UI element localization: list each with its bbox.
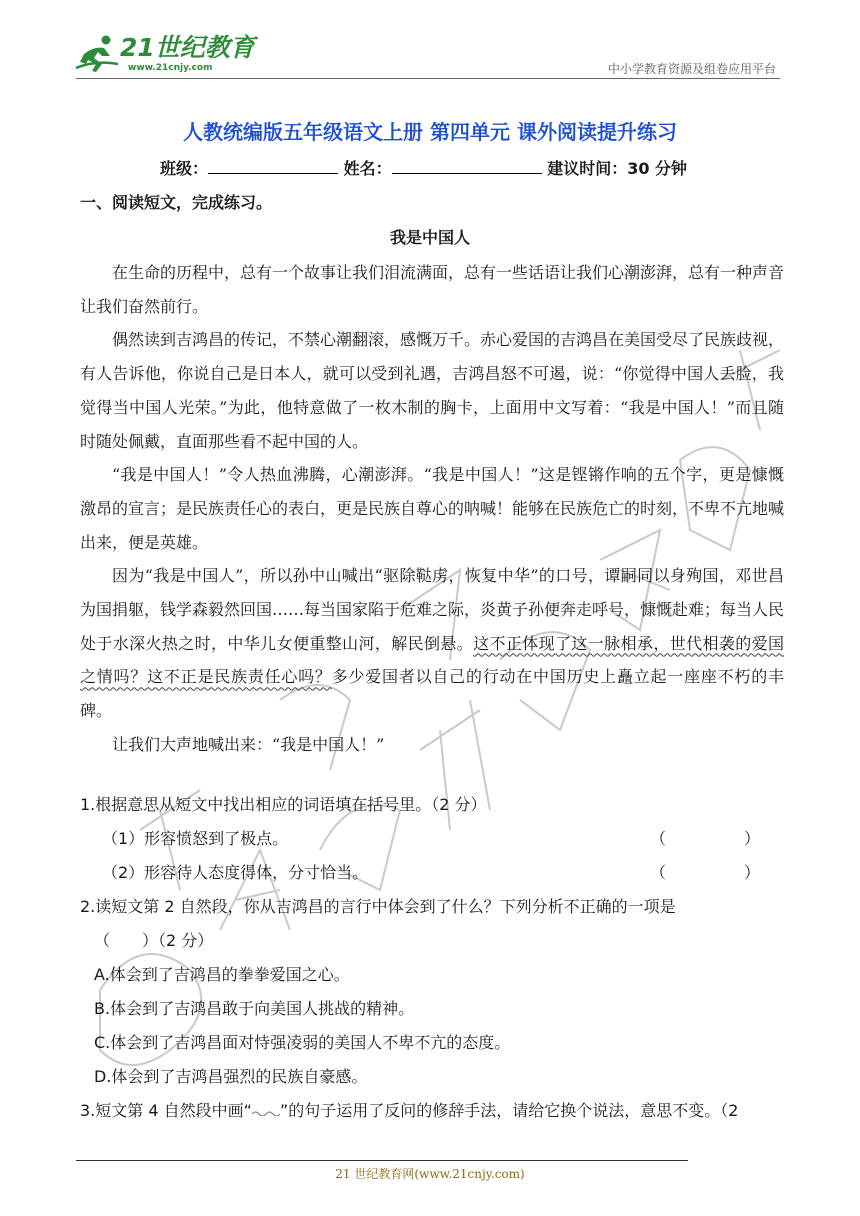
class-label: 班级： xyxy=(160,159,209,178)
wavy-underlined-sentence: 这不正体现了这一脉相承，世代相袭的爱国之情吗？这不正是民族责任心吗？ xyxy=(80,633,784,687)
runner-logo-icon xyxy=(76,34,120,74)
name-label: 姓名： xyxy=(343,159,392,178)
logo-url: www.21cnjy.com xyxy=(128,63,213,73)
answer-paren-open: （ xyxy=(650,863,667,882)
section-heading: 一、阅读短文，完成练习。 xyxy=(80,193,273,212)
option-a: A.体会到了吉鸿昌的拳拳爱国之心。 xyxy=(94,965,350,984)
paragraph-5: 让我们大声地喊出来：“我是中国人！” xyxy=(112,734,385,754)
platform-name: 中小学教育资源及组卷应用平台 xyxy=(607,62,776,76)
wavy-line-icon xyxy=(252,1108,280,1116)
logo-wordmark: 21世纪教育 xyxy=(120,33,255,62)
footer-divider xyxy=(76,1160,688,1161)
student-info-line xyxy=(160,156,687,179)
question-2: 2.读短文第 2 自然段，你从吉鸿昌的言行中体会到了什么？下列分析不正确的一项是 xyxy=(80,897,676,916)
question-2-answer-blank: （ ）（2 分） xyxy=(94,931,214,950)
answer-paren-close: ） xyxy=(744,829,761,848)
option-b: B.体会到了吉鸿昌敢于向美国人挑战的精神。 xyxy=(94,999,415,1018)
question-1-item-1: （1）形容愤怒到了极点。 xyxy=(102,829,289,848)
worksheet-title: 人教统编版五年级语文上册 第四单元 课外阅读提升练习 xyxy=(183,120,677,144)
class-blank[interactable] xyxy=(208,159,338,174)
footer-link[interactable]: 21 世纪教育网(www.21cnjy.com) xyxy=(335,1167,525,1181)
answer-paren-open: （ xyxy=(650,829,667,848)
option-c: C.体会到了吉鸿昌面对恃强凌弱的美国人不卑不亢的态度。 xyxy=(94,1033,511,1052)
name-blank[interactable] xyxy=(392,159,542,174)
time-label: 建议时间：30 分钟 xyxy=(547,159,688,178)
reading-passage xyxy=(80,256,784,762)
header-divider xyxy=(76,78,780,79)
question-3 xyxy=(80,1098,738,1121)
passage-title: 我是中国人 xyxy=(389,228,470,247)
question-1-item-2: （2）形容待人态度得体，分寸恰当。 xyxy=(102,863,369,882)
paragraph-4-start: 因为“我是中国人”，所以孙中山喊出“驱除鞑虏，恢复中华”的口号，谭嗣同以身殉国，邓世昌为国捐躯，钱学森毅然回国……每当国家陷于危难之际，炎黄子孙便奔走呼号，慷慨赴难；每当人民处于水深火热之时，中华儿女便重整山河，解民倒悬。 xyxy=(80,566,785,653)
paragraph-1: 在生命的历程中，总有一个故事让我们泪流满面，总有一些话语让我们心潮澎湃，总有一种声音让我们奋然前行。 xyxy=(80,263,785,316)
site-logo[interactable] xyxy=(76,32,255,78)
option-d: D.体会到了吉鸿昌强烈的民族自豪感。 xyxy=(94,1067,368,1086)
question-3-start: 3.短文第 4 自然段中画“ xyxy=(80,1101,252,1120)
paragraph-2: 偶然读到吉鸿昌的传记，不禁心潮翻滚，感慨万千。赤心爱国的吉鸿昌在美国受尽了民族歧视，有人告诉他，你说自己是日本人，就可以受到礼遇，吉鸿昌怒不可遏，说：“你觉得中国人丢脸，我觉得当中国人光荣。”为此，他特意做了一枚木制的胸卡，上面用中文写着：“我是中国人！”而且随时随处佩戴，直面那些看不起中国的人。 xyxy=(80,330,785,451)
paragraph-4 xyxy=(80,559,784,728)
question-3-end: ”的句子运用了反问的修辞手法，请给它换个说法，意思不变。（2 xyxy=(279,1101,739,1120)
question-1: 1.根据意思从短文中找出相应的词语填在括号里。（2 分） xyxy=(80,795,487,814)
paragraph-4-end: 多少爱国者以自己的行动在中国历史上矗立起一座座不朽的丰碑。 xyxy=(80,667,784,721)
paragraph-3: “我是中国人！”令人热血沸腾，心潮澎湃。“我是中国人！”这是铿锵作响的五个字，更是慷慨激昂的宣言；是民族责任心的表白，更是民族自尊心的呐喊！能够在民族危亡的时刻，不卑不亢地喊出来，便是英雄。 xyxy=(80,465,785,552)
answer-paren-close: ） xyxy=(744,863,761,882)
